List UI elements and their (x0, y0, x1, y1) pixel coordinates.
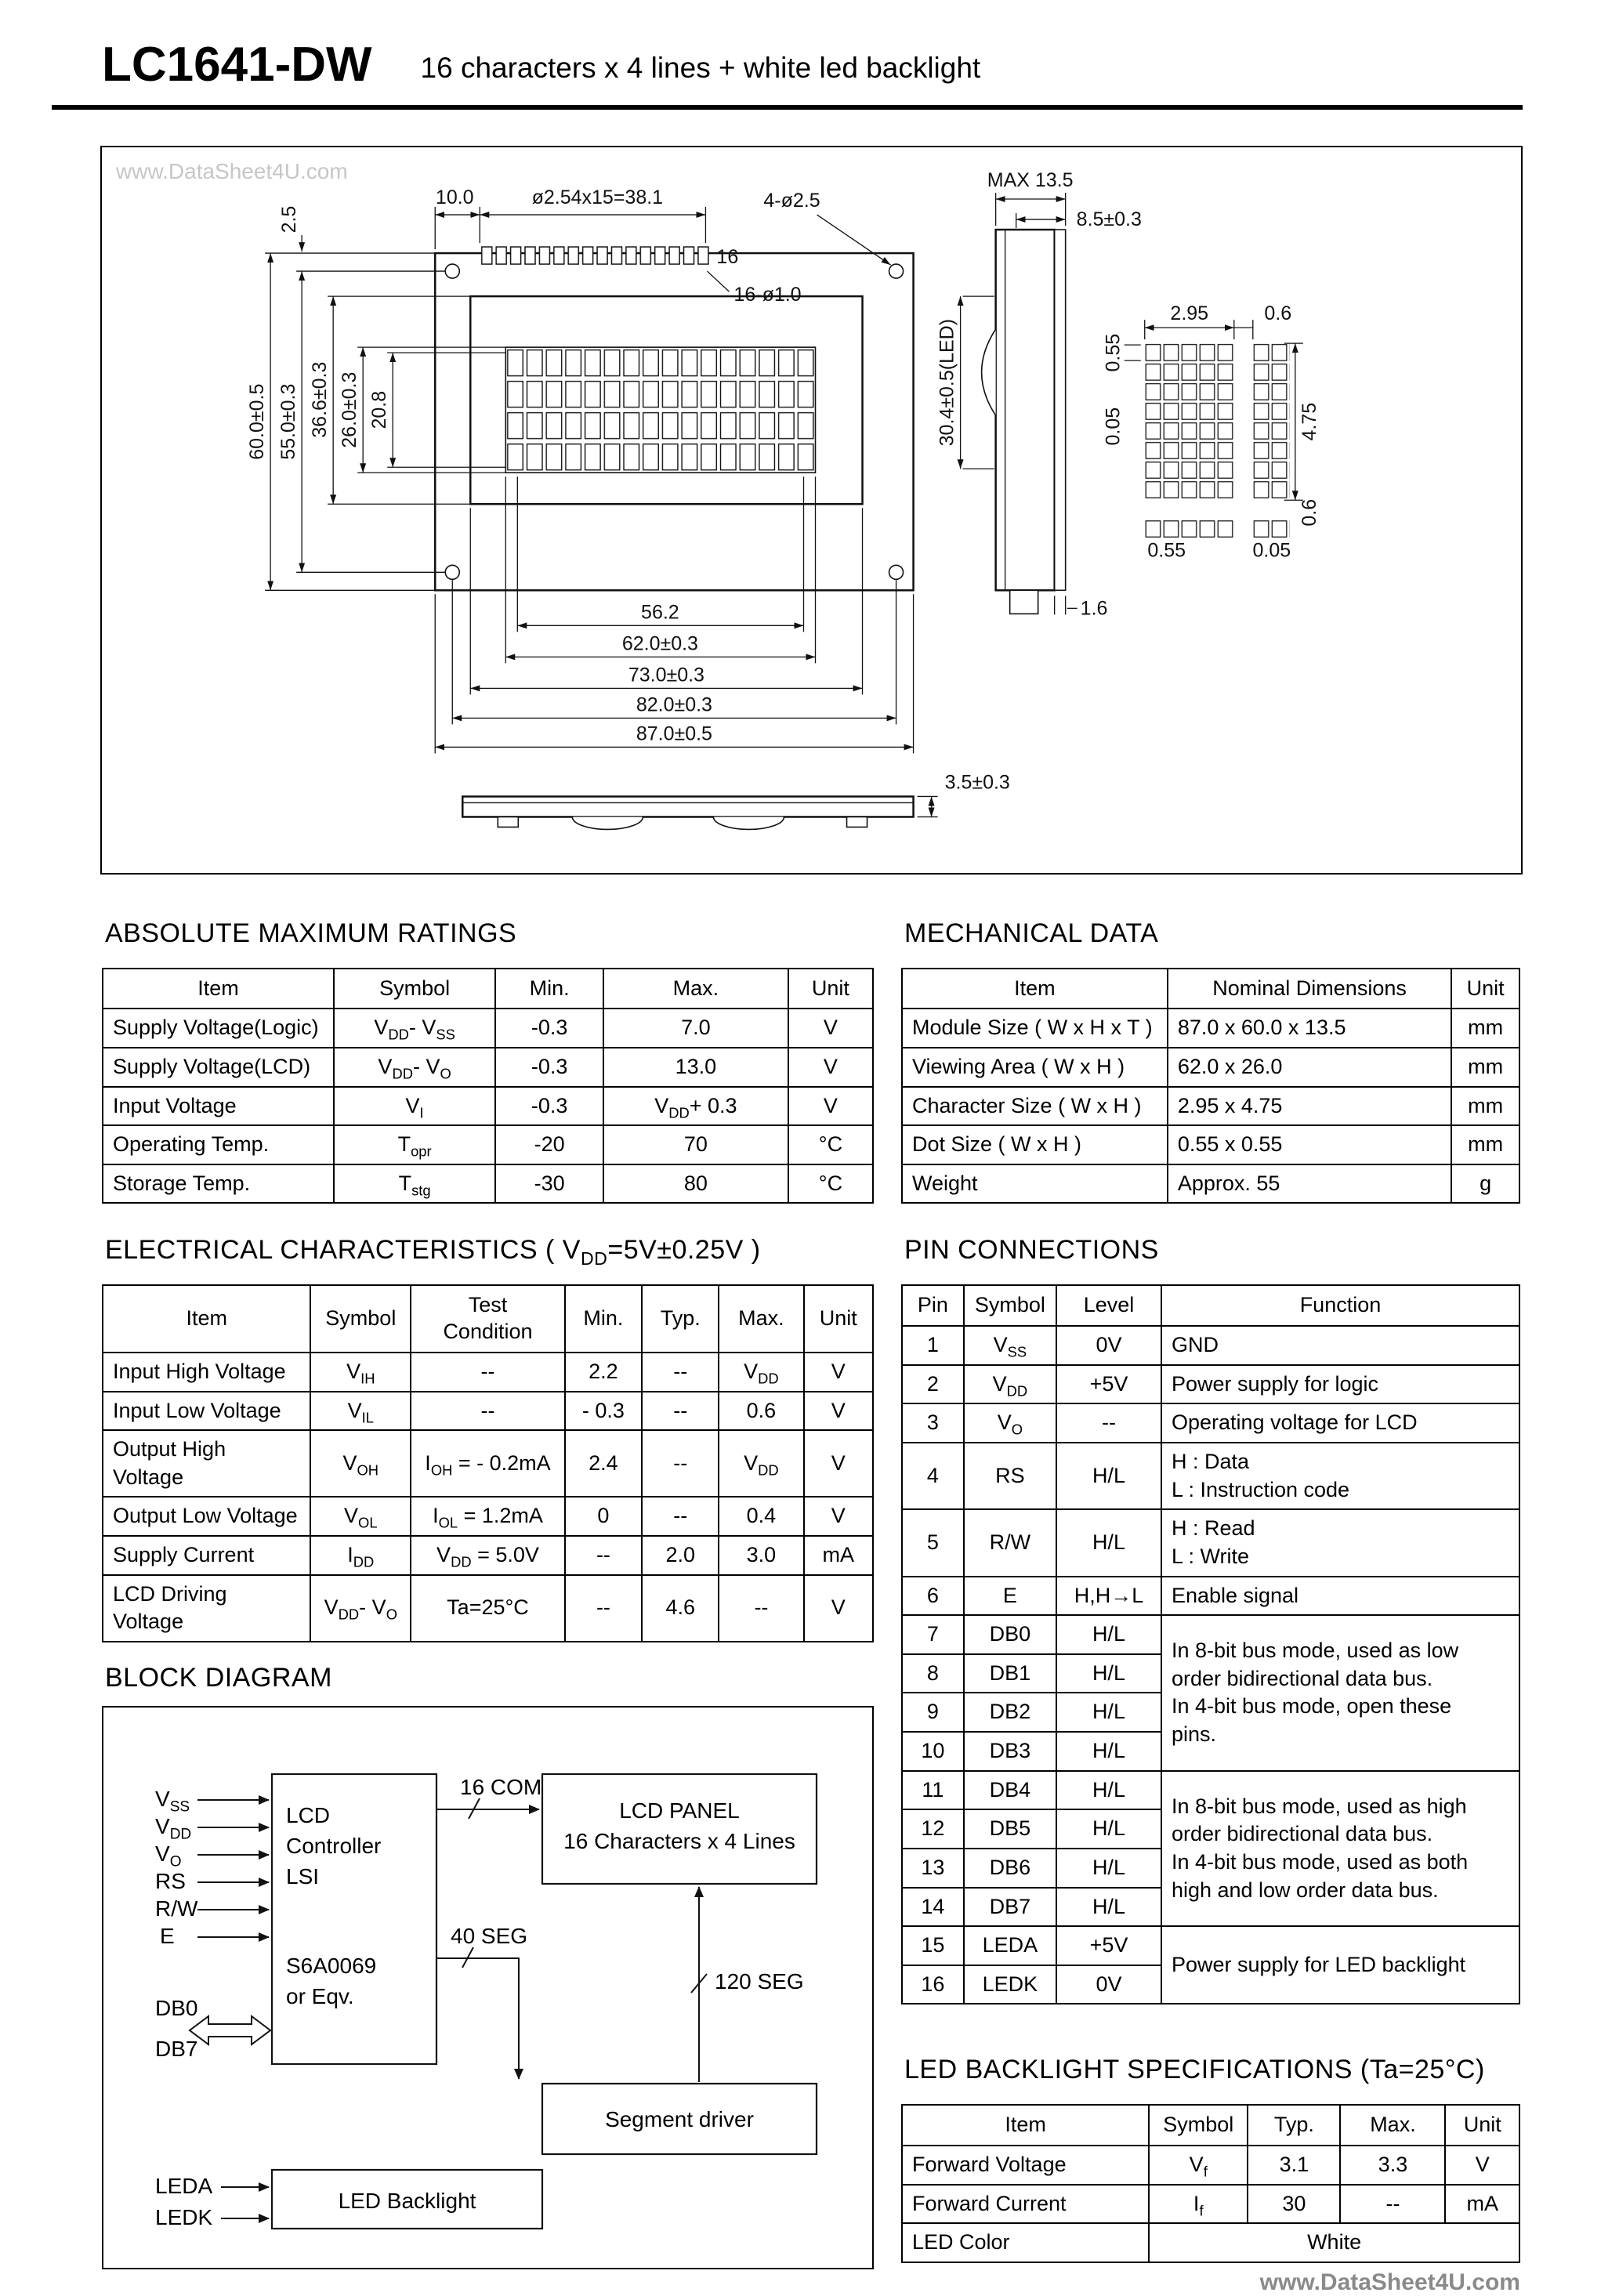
column-header: Nominal Dimensions (1168, 969, 1451, 1009)
table-cell: $V_{OL}$ (310, 1497, 411, 1536)
dim-label: 30.4±0.5(LED) (936, 319, 958, 446)
table-cell: 14 (902, 1888, 964, 1927)
table-cell: V (804, 1430, 874, 1497)
signal-label-rw: R/W (155, 1896, 197, 1921)
table-row (902, 1087, 1519, 1126)
table-cell: mA (1445, 2185, 1519, 2224)
table-row (103, 1536, 873, 1575)
table-cell: 5 (902, 1509, 964, 1576)
dim-label: 73.0±0.3 (628, 664, 704, 686)
part-number: LC1641-DW (102, 41, 372, 89)
table-cell: H/L (1056, 1693, 1161, 1732)
lcd-panel-label: LCD PANEL 16 Characters x 4 Lines (542, 1795, 817, 1856)
table-cell: V (788, 1087, 873, 1126)
table-cell: -20 (495, 1125, 603, 1164)
table-cell: mm (1451, 1048, 1519, 1087)
table-cell: 80 (603, 1164, 788, 1204)
signal-label-e: E (160, 1924, 175, 1949)
dim-label: 0.6 (1264, 302, 1291, 324)
table-cell: +5V (1056, 1926, 1161, 1965)
table-cell: 3.1 (1248, 2146, 1340, 2185)
table-cell: GND (1161, 1326, 1519, 1365)
column-header: Test Condition (411, 1285, 565, 1353)
header-row (103, 969, 873, 1009)
segment-driver-label: Segment driver (542, 2104, 817, 2135)
table-cell: - 0.3 (565, 1392, 642, 1431)
table-row (902, 1509, 1519, 1576)
bottom-side-view (462, 771, 1010, 829)
mechanical-drawing (102, 147, 1521, 873)
table-row (103, 1430, 873, 1497)
table-cell: Dot Size ( W x H ) (902, 1125, 1168, 1164)
table-row (902, 2223, 1519, 2262)
dim-label: 60.0±0.5 (246, 384, 268, 460)
dim-label: 16 (716, 246, 738, 268)
table-cell: Operating voltage for LCD (1161, 1403, 1519, 1443)
electrical-characteristics-section (102, 1235, 874, 1642)
table-row (103, 1575, 873, 1642)
table-cell: $V_{IH}$ (310, 1353, 411, 1392)
table-cell: H/L (1056, 1809, 1161, 1849)
table-row (103, 1048, 873, 1087)
table-cell: 2.2 (565, 1353, 642, 1392)
table-cell: White (1149, 2223, 1519, 2262)
table-cell: 6 (902, 1577, 964, 1616)
table-cell: 8 (902, 1654, 964, 1693)
bus-label-16com: 16 COM (460, 1775, 541, 1800)
column-header: Symbol (1149, 2105, 1248, 2146)
column-header: Typ. (1248, 2105, 1340, 2146)
table-cell: V (788, 1009, 873, 1048)
electrical-characteristics-table (102, 1284, 874, 1642)
dim-label: 0.05 (1252, 539, 1291, 561)
side-view (982, 230, 1066, 614)
right-column (901, 875, 1520, 2296)
controller-label: LCD Controller LSI (286, 1800, 381, 1892)
table-cell: V (804, 1353, 874, 1392)
table-cell: 9 (902, 1693, 964, 1732)
table-cell: 7 (902, 1615, 964, 1654)
table-cell: $T_{opr}$ (334, 1125, 495, 1164)
dim-label: 10.0 (436, 187, 474, 208)
table-cell: V (788, 1048, 873, 1087)
dim-label: 36.6±0.3 (309, 362, 331, 438)
table-cell: $I_f$ (1149, 2185, 1248, 2224)
section-title-mech: MECHANICAL DATA (904, 918, 1520, 949)
bus-label-120seg: 120 SEG (715, 1969, 804, 1994)
mechanical-data-section (901, 918, 1520, 1204)
table-cell: RS (964, 1443, 1056, 1509)
dim-label: 87.0±0.5 (636, 722, 712, 744)
column-header: Unit (788, 969, 873, 1009)
column-header: Typ. (642, 1285, 719, 1353)
table-cell: -- (411, 1353, 565, 1392)
dim-label: 20.8 (368, 391, 390, 429)
table-cell: Operating Temp. (103, 1125, 334, 1164)
table-cell: LEDK (964, 1965, 1056, 2004)
dim-label: 0.55 (1103, 334, 1125, 372)
table-cell: -- (642, 1430, 719, 1497)
table-row (103, 1392, 873, 1431)
table-cell: Input Low Voltage (103, 1392, 310, 1431)
table-cell: In 8-bit bus mode, used as low order bidirectional data bus. In 4-bit bus mode, open these pins. (1161, 1615, 1519, 1771)
dim-label: 0.55 (1147, 539, 1186, 561)
table-cell: Approx. 55 (1168, 1164, 1451, 1204)
dim-label: 62.0±0.3 (622, 632, 698, 654)
table-cell: V (1445, 2146, 1519, 2185)
column-header: Symbol (334, 969, 495, 1009)
table-cell: -- (719, 1575, 803, 1642)
dim-label: 56.2 (641, 601, 679, 623)
header-row (902, 2105, 1519, 2146)
table-cell: LEDA (964, 1926, 1056, 1965)
table-cell: DB6 (964, 1849, 1056, 1888)
section-title-elec: ELECTRICAL CHARACTERISTICS ( $V_{DD}=5V\pm 0.25V$ ) (105, 1235, 874, 1266)
column-header: Item (902, 2105, 1149, 2146)
header-rule (52, 105, 1523, 110)
table-cell: Enable signal (1161, 1577, 1519, 1616)
table-row (902, 1577, 1519, 1616)
section-title-pin: PIN CONNECTIONS (904, 1235, 1520, 1266)
table-cell: V (804, 1575, 874, 1642)
table-cell: DB0 (964, 1615, 1056, 1654)
table-cell: -- (565, 1575, 642, 1642)
signal-label-vdd: $V_{DD}$ (155, 1814, 191, 1839)
table-cell: DB4 (964, 1771, 1056, 1810)
table-cell: Supply Voltage(LCD) (103, 1048, 334, 1087)
table-cell: H/L (1056, 1771, 1161, 1810)
table-cell: 7.0 (603, 1009, 788, 1048)
column-header: Unit (804, 1285, 874, 1353)
table-cell: 16 (902, 1965, 964, 2004)
table-cell: Forward Voltage (902, 2146, 1149, 2185)
table-cell: $V_{IL}$ (310, 1392, 411, 1431)
table-cell: 70 (603, 1125, 788, 1164)
table-cell: $V_{DD}-$ $V_O$ (334, 1048, 495, 1087)
column-header: Item (103, 969, 334, 1009)
section-title-amr: ABSOLUTE MAXIMUM RATINGS (105, 918, 874, 949)
header-row (902, 1285, 1519, 1326)
table-cell: H : Data L : Instruction code (1161, 1443, 1519, 1509)
dim-label: MAX 13.5 (987, 169, 1074, 191)
table-cell: Input High Voltage (103, 1353, 310, 1392)
table-cell: 0 (565, 1497, 642, 1536)
dim-label: 8.5±0.3 (1077, 208, 1142, 230)
table-cell: $V_{DD} = 5.0V$ (411, 1536, 565, 1575)
column-header: Min. (565, 1285, 642, 1353)
table-cell: mm (1451, 1087, 1519, 1126)
table-cell: 87.0 x 60.0 x 13.5 (1168, 1009, 1451, 1048)
column-header: Item (103, 1285, 310, 1353)
table-cell: 30 (1248, 2185, 1340, 2224)
table-cell: -- (1340, 2185, 1445, 2224)
table-cell: $V_{DD}$ (719, 1430, 803, 1497)
table-cell: 2.95 x 4.75 (1168, 1087, 1451, 1126)
column-header: Unit (1451, 969, 1519, 1009)
table-cell: $V_{SS}$ (964, 1326, 1056, 1365)
front-view (435, 246, 913, 590)
content-columns (102, 875, 1520, 2296)
column-header: Max. (1340, 2105, 1445, 2146)
table-cell: 0.55 x 0.55 (1168, 1125, 1451, 1164)
dim-label: 82.0±0.3 (636, 694, 712, 715)
table-cell: 0V (1056, 1326, 1161, 1365)
table-row (902, 1615, 1519, 1654)
table-cell: H/L (1056, 1732, 1161, 1771)
table-cell: $V_O$ (964, 1403, 1056, 1443)
table-cell: H/L (1056, 1509, 1161, 1576)
signal-label-db0: DB0 (155, 1996, 197, 2021)
table-cell: DB7 (964, 1888, 1056, 1927)
table-cell: Forward Current (902, 2185, 1149, 2224)
table-cell: Supply Current (103, 1536, 310, 1575)
dim-label: 55.0±0.3 (277, 384, 299, 460)
table-cell: H/L (1056, 1615, 1161, 1654)
pin-connections-table (901, 1284, 1520, 2004)
column-header: Item (902, 969, 1168, 1009)
dim-label: 4.75 (1298, 403, 1320, 441)
dim-label: 1.6 (1081, 597, 1108, 619)
table-cell: 3.3 (1340, 2146, 1445, 2185)
table-cell: Viewing Area ( W x H ) (902, 1048, 1168, 1087)
table-row (902, 1125, 1519, 1164)
table-cell: LED Color (902, 2223, 1149, 2262)
table-cell: Ta=25°C (411, 1575, 565, 1642)
absolute-maximum-ratings-table (102, 968, 874, 1204)
table-cell: H/L (1056, 1849, 1161, 1888)
column-header: Symbol (964, 1285, 1056, 1326)
table-cell: -0.3 (495, 1087, 603, 1126)
table-cell: 0.6 (719, 1392, 803, 1431)
left-column (102, 875, 874, 2296)
table-cell: 4.6 (642, 1575, 719, 1642)
table-row (902, 1326, 1519, 1365)
watermark-top: www.DataSheet4U.com (115, 159, 348, 183)
table-cell: Storage Temp. (103, 1164, 334, 1204)
column-header: Unit (1445, 2105, 1519, 2146)
signal-label-leda: LEDA (155, 2174, 212, 2199)
character-grid (505, 347, 815, 473)
table-cell: LCD Driving Voltage (103, 1575, 310, 1642)
mechanical-drawing-section (100, 146, 1523, 875)
header-row (902, 969, 1519, 1009)
dim-label: 2.5 (278, 206, 300, 234)
table-row (902, 1048, 1519, 1087)
table-cell: 4 (902, 1443, 964, 1509)
table-cell: °C (788, 1125, 873, 1164)
table-row (902, 2185, 1519, 2224)
table-cell: R/W (964, 1509, 1056, 1576)
table-cell: DB3 (964, 1732, 1056, 1771)
table-row (902, 1443, 1519, 1509)
table-cell: mm (1451, 1125, 1519, 1164)
table-row (103, 1087, 873, 1126)
led-backlight-section (901, 2055, 1520, 2296)
page-header (0, 0, 1619, 89)
dim-label: 2.95 (1170, 302, 1208, 324)
table-cell: -- (642, 1353, 719, 1392)
table-row (103, 1353, 873, 1392)
block-diagram (102, 1706, 874, 2269)
table-cell: +5V (1056, 1365, 1161, 1404)
controller-part-label: S6A0069 or Eqv. (286, 1950, 376, 2012)
table-cell: V (804, 1392, 874, 1431)
table-cell: 15 (902, 1926, 964, 1965)
table-row (902, 1365, 1519, 1404)
table-cell: V (804, 1497, 874, 1536)
table-row (902, 1164, 1519, 1204)
dim-label: 3.5±0.3 (945, 771, 1010, 793)
table-cell: $V_f$ (1149, 2146, 1248, 2185)
table-cell: DB1 (964, 1654, 1056, 1693)
table-cell: -- (642, 1392, 719, 1431)
column-header: Pin (902, 1285, 964, 1326)
table-cell: 12 (902, 1809, 964, 1849)
column-header: Max. (719, 1285, 803, 1353)
table-cell: H/L (1056, 1888, 1161, 1927)
table-cell: $V_{DD}$ (719, 1353, 803, 1392)
table-cell: 10 (902, 1732, 964, 1771)
bus-label-40seg: 40 SEG (451, 1924, 527, 1949)
table-cell: Power supply for LED backlight (1161, 1926, 1519, 2004)
table-row (103, 1497, 873, 1536)
table-cell: Supply Voltage(Logic) (103, 1009, 334, 1048)
table-cell: 11 (902, 1771, 964, 1810)
column-header: Max. (603, 969, 788, 1009)
table-cell: 62.0 x 26.0 (1168, 1048, 1451, 1087)
part-description: 16 characters x 4 lines + white led backlight (421, 52, 981, 89)
table-row (902, 1926, 1519, 1965)
table-cell: 0.4 (719, 1497, 803, 1536)
table-cell: H : Read L : Write (1161, 1509, 1519, 1576)
signal-arrows (197, 1800, 269, 2218)
dim-label: ø2.54x15=38.1 (532, 187, 664, 208)
table-cell: -0.3 (495, 1009, 603, 1048)
table-cell: 3 (902, 1403, 964, 1443)
dim-label: 4-ø2.5 (763, 190, 820, 212)
dim-label: 26.0±0.3 (339, 372, 360, 448)
table-cell: 2 (902, 1365, 964, 1404)
table-cell: In 8-bit bus mode, used as high order bidirectional data bus. In 4-bit bus mode, used as both high and low order data bus. (1161, 1771, 1519, 1927)
table-cell: DB5 (964, 1809, 1056, 1849)
table-cell: 13 (902, 1849, 964, 1888)
table-cell: -- (565, 1536, 642, 1575)
dim-label: 0.6 (1298, 499, 1320, 527)
section-title-block: BLOCK DIAGRAM (105, 1663, 874, 1693)
table-cell: -30 (495, 1164, 603, 1204)
dim-label: 0.05 (1103, 407, 1125, 446)
table-cell: -- (642, 1497, 719, 1536)
table-cell: Module Size ( W x H x T ) (902, 1009, 1168, 1048)
pin-connections-section (901, 1235, 1520, 2004)
table-cell: $I_{OL} = 1.2mA$ (411, 1497, 565, 1536)
signal-label-ledk: LEDK (155, 2205, 212, 2230)
table-cell: $I_{DD}$ (310, 1536, 411, 1575)
table-cell: °C (788, 1164, 873, 1204)
led-backlight-label: LED Backlight (272, 2186, 542, 2216)
dim-label: 16-ø1.0 (733, 284, 801, 306)
section-title-led: LED BACKLIGHT SPECIFICATIONS (Ta=25°C) (904, 2055, 1520, 2085)
table-cell: $V_{OH}$ (310, 1430, 411, 1497)
table-cell: 1 (902, 1326, 964, 1365)
table-cell: $V_{DD}$ (964, 1365, 1056, 1404)
table-cell: $V_{DD}-$ $V_{SS}$ (334, 1009, 495, 1048)
table-cell: Character Size ( W x H ) (902, 1087, 1168, 1126)
table-cell: 13.0 (603, 1048, 788, 1087)
absolute-maximum-ratings-section (102, 918, 874, 1204)
table-cell: 0V (1056, 1965, 1161, 2004)
block-diagram-section (102, 1663, 874, 2269)
signal-label-vo: $V_O$ (155, 1842, 182, 1867)
table-cell: mA (804, 1536, 874, 1575)
table-cell: DB2 (964, 1693, 1056, 1732)
table-row (103, 1164, 873, 1204)
watermark-bottom: www.DataSheet4U.com (901, 2269, 1520, 2296)
table-row (902, 1009, 1519, 1048)
table-row (902, 1771, 1519, 1810)
data-bus-double-arrow (190, 2016, 270, 2044)
table-cell: 3.0 (719, 1536, 803, 1575)
header-row (103, 1285, 873, 1353)
mechanical-data-table (901, 968, 1520, 1204)
table-cell: Output Low Voltage (103, 1497, 310, 1536)
table-cell: $V_{DD}+ 0.3$ (603, 1087, 788, 1126)
column-header: Level (1056, 1285, 1161, 1326)
signal-label-vss: $V_{SS}$ (155, 1787, 190, 1812)
table-row (902, 2146, 1519, 2185)
table-cell: H/L (1056, 1443, 1161, 1509)
pin-header-row (480, 246, 710, 265)
table-cell: $I_{OH}$ = - 0.2mA (411, 1430, 565, 1497)
table-cell: H/L (1056, 1654, 1161, 1693)
table-cell: Weight (902, 1164, 1168, 1204)
table-cell: $V_I$ (334, 1087, 495, 1126)
column-header: Symbol (310, 1285, 411, 1353)
table-cell: $V_{DD}-$ $V_O$ (310, 1575, 411, 1642)
column-header: Min. (495, 969, 603, 1009)
table-cell: Input Voltage (103, 1087, 334, 1126)
table-cell: Output High Voltage (103, 1430, 310, 1497)
table-cell: $T_{stg}$ (334, 1164, 495, 1204)
table-row (103, 1125, 873, 1164)
column-header: Function (1161, 1285, 1519, 1326)
table-cell: -0.3 (495, 1048, 603, 1087)
table-cell: H,H→L (1056, 1577, 1161, 1616)
led-backlight-table (901, 2104, 1520, 2263)
table-cell: -- (1056, 1403, 1161, 1443)
table-cell: -- (411, 1392, 565, 1431)
table-cell: mm (1451, 1009, 1519, 1048)
table-cell: g (1451, 1164, 1519, 1204)
table-cell: 2.0 (642, 1536, 719, 1575)
dot-matrix-detail (1103, 302, 1320, 561)
table-row (902, 1403, 1519, 1443)
table-cell: Power supply for logic (1161, 1365, 1519, 1404)
signal-label-db7: DB7 (155, 2037, 197, 2062)
signal-label-rs: RS (155, 1869, 186, 1894)
table-row (103, 1009, 873, 1048)
table-cell: E (964, 1577, 1056, 1616)
table-cell: 2.4 (565, 1430, 642, 1497)
